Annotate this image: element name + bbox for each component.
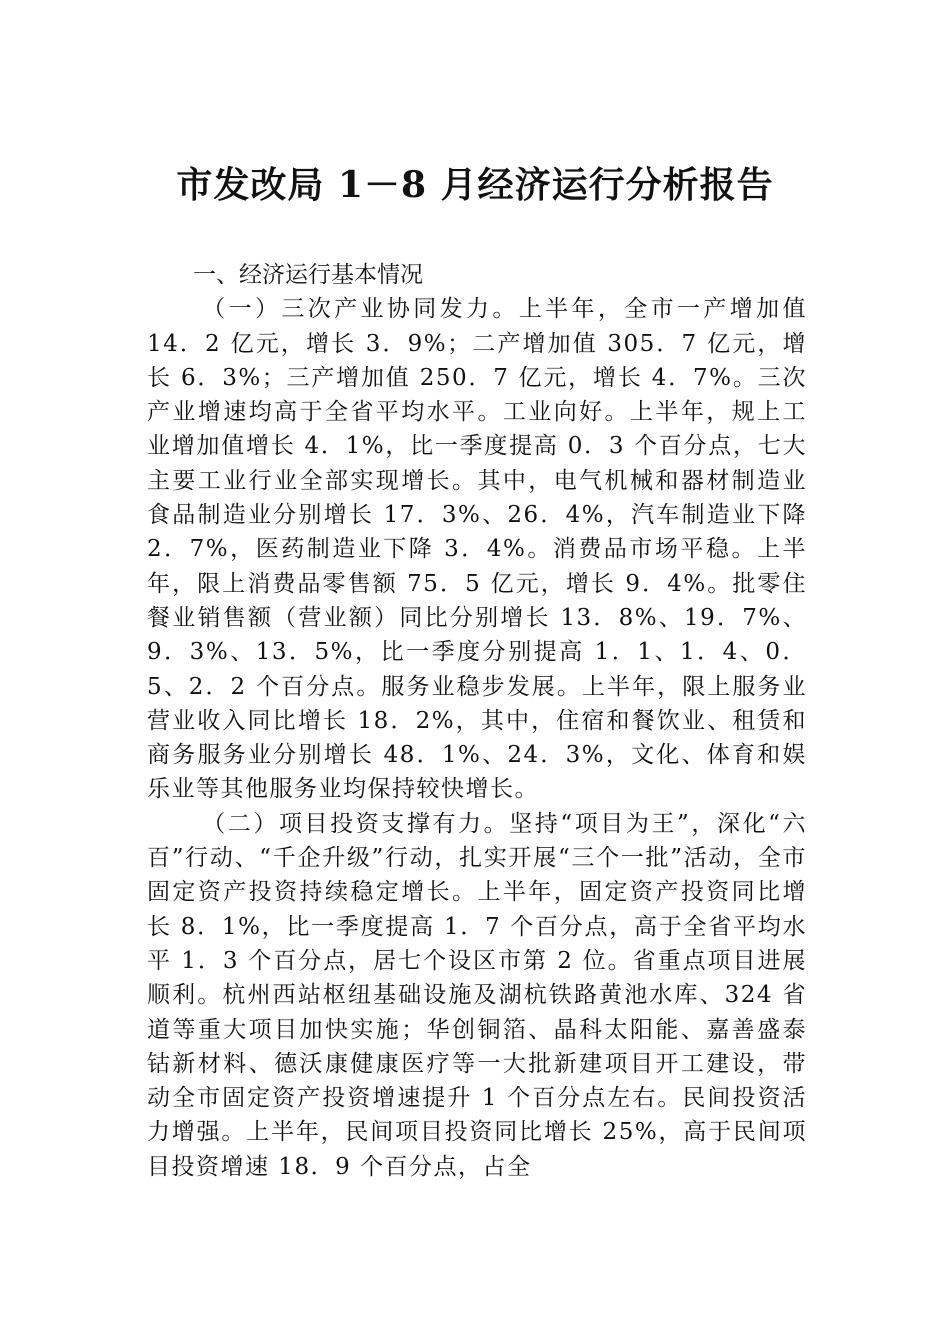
- paragraph-investment: （二）项目投资支撑有力。坚持“项目为王”，深化“六百”行动、“千企升级”行动，扎实开展“三个一批”活动，全市固定资产投资持续稳定增长。上半年，固定资产投资同比增长 8．1%，比一季度提高 1．7 个百分点，高于全省平均水平 1．3 个百分点，居七个设区市第 2 位。省重点项目进展顺利。杭州西站枢纽基础设施及湖杭铁路黄池水库、324 省道等重大项目加快实施；华创铜箔、晶科太阳能、嘉善盛泰钴新材料、德沃康健康医疗等一大批新建项目开工建设，带动全市固定资产投资增速提升 1 个百分点左右。民间投资活力增强。上半年，民间项目投资同比增长 25%，高于民间项目投资增速 18．9 个百分点，占全: [147, 810, 807, 1180]
- document-body: [147, 258, 807, 1184]
- document-title: 市发改局 1－8 月经济运行分析报告: [176, 164, 774, 206]
- section-heading: 一、经济运行基本情况: [193, 262, 423, 288]
- paragraph-industry: （一）三次产业协同发力。上半年，全市一产增加值 14．2 亿元，增长 3．9%；二产增加值 305．7 亿元，增长 6．3%；三产增加值 250．7 亿元，增长 4．7%。三次产业增速均高于全省平均水平。工业向好。上半年，规上工业增加值增长 4．1%，比一季度提高 0．3 个百分点，七大主要工业行业全部实现增长。其中，电气机械和器材制造业食品制造业分别增长 17．3%、26．4%，汽车制造业下降 2．7%，医药制造业下降 3．4%。消费品市场平稳。上半年，限上消费品零售额 75．5 亿元，增长 9．4%。批零住餐业销售额（营业额）同比分别增长 13．8%、19．7%、9．3%、13．5%，比一季度分别提高 1．1、1．4、0．5、2．2 个百分点。服务业稳步发展。上半年，限上服务业营业收入同比增长 18．2%，其中，住宿和餐饮业、租赁和商务服务业分别增长 48．1%、24．3%，文化、体育和娱乐业等其他服务业均保持较快增长。: [147, 296, 807, 803]
